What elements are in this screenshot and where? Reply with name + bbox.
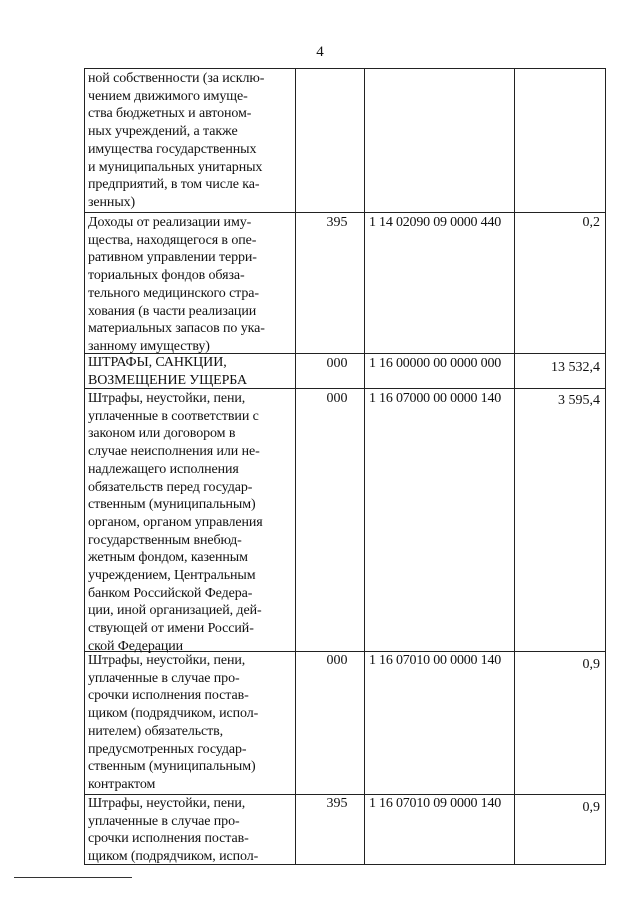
text-line: и муниципальных унитарных bbox=[88, 159, 263, 175]
text-line: обязательств перед государ- bbox=[88, 479, 253, 495]
text-line: нителем) обязательств, bbox=[88, 723, 224, 739]
column-divider-admin bbox=[364, 68, 365, 865]
table-border-right bbox=[605, 68, 606, 865]
row-4-name bbox=[88, 390, 292, 656]
row-5-amount: 0,9 bbox=[582, 657, 600, 672]
text-line: учреждением, Центральным bbox=[88, 568, 256, 584]
text-line: ства бюджетных и автоном- bbox=[88, 106, 252, 122]
footnote-separator bbox=[14, 877, 132, 878]
column-divider-kbk bbox=[514, 68, 515, 865]
row-5-name bbox=[88, 652, 292, 794]
table-border-top bbox=[84, 68, 606, 69]
row-6-name bbox=[88, 795, 292, 866]
text-line: щиком (подрядчиком, испол- bbox=[88, 706, 259, 722]
row-3-amount: 13 532,4 bbox=[551, 360, 600, 375]
text-line: ториальных фондов обяза- bbox=[88, 268, 245, 284]
row-3-admin-code: 000 bbox=[326, 356, 348, 371]
text-line: уплаченные в соответствии с bbox=[88, 408, 259, 424]
text-line: ной собственности (за исклю- bbox=[88, 71, 265, 86]
row-6-amount: 0,9 bbox=[582, 800, 600, 815]
table-border-left bbox=[84, 68, 85, 865]
text-line: зенных) bbox=[88, 194, 136, 210]
text-line: тельного медицинского стра- bbox=[88, 285, 259, 301]
text-line: уплаченные в случае про- bbox=[88, 813, 240, 829]
text-line: надлежащего исполнения bbox=[88, 461, 239, 477]
text-line: имущества государственных bbox=[88, 141, 257, 157]
page-number: 4 bbox=[316, 44, 324, 60]
text-line: Штрафы, неустойки, пени, bbox=[88, 653, 246, 668]
row-5-admin-code: 000 bbox=[326, 653, 348, 668]
text-line: ции, иной организацией, дей- bbox=[88, 603, 262, 619]
row-6-kbk-code: 1 16 07010 09 0000 140 bbox=[368, 796, 502, 811]
row-2-admin-code: 395 bbox=[326, 215, 348, 230]
row-1-name bbox=[88, 70, 292, 212]
text-line: уплаченные в случае про- bbox=[88, 670, 240, 686]
row-3-kbk-code: 1 16 00000 00 0000 000 bbox=[368, 356, 502, 371]
text-line: органом, органом управления bbox=[88, 514, 263, 530]
row-divider bbox=[84, 212, 606, 213]
text-line: случае неисполнения или не- bbox=[88, 444, 260, 460]
row-2-name bbox=[88, 214, 292, 356]
text-line: ВОЗМЕЩЕНИЕ УЩЕРБА bbox=[88, 372, 248, 388]
row-3-name bbox=[88, 354, 292, 389]
text-line: жетным фондом, казенным bbox=[88, 550, 248, 566]
text-line: хования (в части реализации bbox=[88, 303, 257, 319]
text-line: срочки исполнения постав- bbox=[88, 831, 249, 847]
text-line: материальных запасов по ука- bbox=[88, 321, 265, 337]
text-line: предусмотренных государ- bbox=[88, 741, 247, 757]
text-line: ных учреждений, а также bbox=[88, 124, 238, 140]
row-4-kbk-code: 1 16 07000 00 0000 140 bbox=[368, 391, 502, 406]
row-4-amount: 3 595,4 bbox=[558, 393, 600, 408]
text-line: срочки исполнения постав- bbox=[88, 688, 249, 704]
text-line: законом или договором в bbox=[88, 426, 236, 442]
text-line: Штрафы, неустойки, пени, bbox=[88, 796, 246, 811]
text-line: контрактом bbox=[88, 776, 156, 792]
row-4-admin-code: 000 bbox=[326, 391, 348, 406]
text-line: чением движимого имуще- bbox=[88, 88, 248, 104]
text-line: Штрафы, неустойки, пени, bbox=[88, 391, 246, 406]
row-2-kbk-code: 1 14 02090 09 0000 440 bbox=[368, 215, 502, 230]
text-line: ствующей от имени Россий- bbox=[88, 621, 254, 637]
text-line: банком Российской Федера- bbox=[88, 585, 253, 601]
text-line: предприятий, в том числе ка- bbox=[88, 177, 260, 193]
text-line: ственным (муниципальным) bbox=[88, 759, 256, 775]
text-line: ственным (муниципальным) bbox=[88, 497, 256, 513]
revenue-table bbox=[84, 68, 606, 865]
text-line: государственным внебюд- bbox=[88, 532, 242, 548]
column-divider-name bbox=[295, 68, 296, 865]
text-line: щиком (подрядчиком, испол- bbox=[88, 849, 259, 865]
text-line: занному имуществу) bbox=[88, 338, 210, 354]
text-line: Доходы от реализации иму- bbox=[88, 215, 252, 230]
text-line: щества, находящегося в опе- bbox=[88, 232, 257, 248]
text-line: ративном управлении терри- bbox=[88, 250, 257, 266]
row-2-amount: 0,2 bbox=[582, 215, 600, 230]
text-line: ШТРАФЫ, САНКЦИИ, bbox=[88, 355, 227, 370]
row-5-kbk-code: 1 16 07010 00 0000 140 bbox=[368, 653, 502, 668]
text-line: ской Федерации bbox=[88, 638, 184, 654]
row-6-admin-code: 395 bbox=[326, 796, 348, 811]
